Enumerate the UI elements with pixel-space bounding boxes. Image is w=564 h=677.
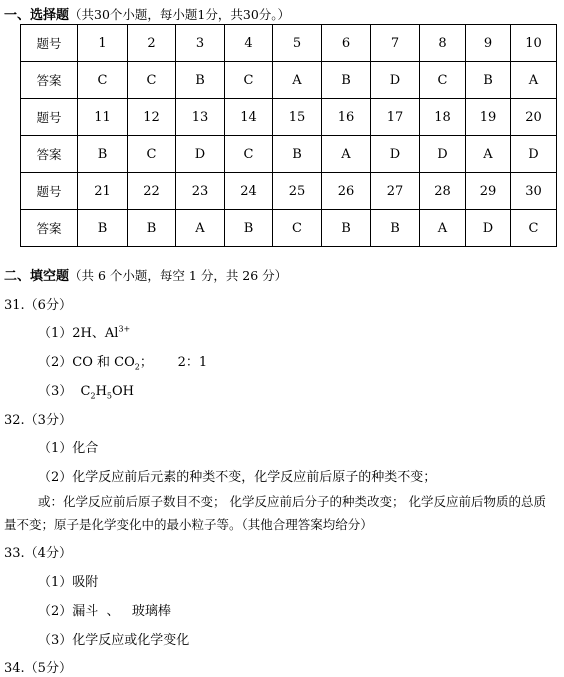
answer-cell: D: [176, 136, 225, 173]
answer-cell: C: [420, 62, 466, 99]
answer-cell: C: [78, 62, 128, 99]
table-row: [21, 210, 557, 247]
question-number-cell: 12: [128, 99, 176, 136]
question-number-cell: 9: [466, 25, 511, 62]
question-number-cell: 28: [420, 173, 466, 210]
q32-heading: 32.（3分）: [4, 413, 72, 428]
q31-answer-2-suffix: ； 2：1: [139, 355, 208, 370]
answer-cell: B: [128, 210, 176, 247]
answer-cell: B: [78, 210, 128, 247]
question-number-cell: 15: [273, 99, 322, 136]
q31-heading: 31.（6分）: [4, 298, 72, 313]
answer-cell: A: [420, 210, 466, 247]
answer-cell: D: [420, 136, 466, 173]
answer-cell: D: [371, 62, 420, 99]
answer-cell: D: [371, 136, 420, 173]
question-number-cell: 19: [466, 99, 511, 136]
table-row: [21, 99, 557, 136]
q31-answer-3-sub1: 2: [90, 391, 96, 401]
q32-answer-2: （2）化学反应前后元素的种类不变，化学反应前后原子的种类不变；: [38, 470, 437, 485]
q31-answer-1-text: （1）2H、Al: [38, 326, 119, 341]
q31-answer-2-text: （2）CO 和 CO: [38, 355, 135, 370]
question-number-cell: 1: [78, 25, 128, 62]
answer-cell: A: [176, 210, 225, 247]
answer-cell: A: [511, 62, 557, 99]
answer-cell: C: [128, 136, 176, 173]
answer-label: 答案: [21, 210, 78, 247]
section2-note: （共 6 个小题，每空 1 分，共 26 分）: [69, 268, 288, 283]
table-row: [21, 173, 557, 210]
answer-cell: B: [225, 210, 273, 247]
answer-label: 答案: [21, 62, 78, 99]
answer-cell: C: [225, 136, 273, 173]
table-row: [21, 25, 557, 62]
q32-alternative: 或：化学反应前后原子数目不变； 化学反应前后分子的种类改变； 化学反应前后物质的总质量不变；原子是化学变化中的最小粒子等。（其他合理答案均给分）: [4, 494, 546, 532]
table-row: [21, 136, 557, 173]
q33-answer-3: （3）化学反应或化学变化: [38, 633, 190, 648]
question-number-cell: 5: [273, 25, 322, 62]
q31-answer-2-sub: 2: [134, 362, 140, 372]
answer-cell: A: [273, 62, 322, 99]
answer-cell: A: [466, 136, 511, 173]
question-number-cell: 22: [128, 173, 176, 210]
question-number-cell: 24: [225, 173, 273, 210]
answer-cell: C: [273, 210, 322, 247]
question-number-cell: 13: [176, 99, 225, 136]
section2-title: 二、填空题: [4, 269, 70, 284]
question-number-cell: 18: [420, 99, 466, 136]
q31-answer-3-mid: H: [95, 384, 107, 399]
question-number-label: 题号: [21, 173, 78, 210]
q31-answer-3-suffix: OH: [112, 384, 135, 399]
question-number-cell: 29: [466, 173, 511, 210]
question-number-cell: 16: [322, 99, 371, 136]
question-number-cell: 2: [128, 25, 176, 62]
section2-heading: [4, 265, 287, 284]
section1-title: 一、选择题: [4, 8, 70, 23]
answer-label: 答案: [21, 136, 78, 173]
question-number-label: 题号: [21, 99, 78, 136]
question-number-cell: 26: [322, 173, 371, 210]
q33-heading: 33.（4分）: [4, 546, 72, 561]
answer-cell: B: [371, 210, 420, 247]
section1-heading: [4, 4, 290, 23]
question-number-cell: 14: [225, 99, 273, 136]
question-number-cell: 10: [511, 25, 557, 62]
answer-cell: D: [511, 136, 557, 173]
q32-answer-1: （1）化合: [38, 441, 99, 456]
answer-cell: C: [128, 62, 176, 99]
q33-answer-2: （2）漏斗 、 玻璃棒: [38, 604, 171, 619]
question-number-cell: 11: [78, 99, 128, 136]
question-number-cell: 21: [78, 173, 128, 210]
question-number-cell: 4: [225, 25, 273, 62]
question-number-cell: 23: [176, 173, 225, 210]
answer-cell: B: [322, 62, 371, 99]
q33-answer-1: （1）吸附: [38, 575, 99, 590]
q31-answer-2: [38, 351, 207, 372]
answer-cell: B: [466, 62, 511, 99]
q31-answer-1: [38, 322, 130, 341]
question-number-cell: 27: [371, 173, 420, 210]
q34-heading: 34.（5分）: [4, 661, 72, 676]
answer-cell: B: [322, 210, 371, 247]
section1-note: （共30个小题，每小题1分，共30分。）: [69, 7, 291, 22]
question-number-label: 题号: [21, 25, 78, 62]
q31-answer-3-sub2: 5: [106, 391, 113, 401]
answer-cell: B: [273, 136, 322, 173]
q31-answer-3-text: （3） C: [38, 384, 91, 399]
q31-answer-3: [38, 380, 134, 401]
answer-cell: C: [511, 210, 557, 247]
question-number-cell: 20: [511, 99, 557, 136]
answer-table: [20, 24, 557, 247]
question-number-cell: 3: [176, 25, 225, 62]
q31-answer-1-sup: 3+: [118, 324, 131, 334]
answer-cell: B: [176, 62, 225, 99]
table-row: [21, 62, 557, 99]
question-number-cell: 25: [273, 173, 322, 210]
question-number-cell: 7: [371, 25, 420, 62]
question-number-cell: 30: [511, 173, 557, 210]
question-number-cell: 17: [371, 99, 420, 136]
answer-cell: C: [225, 62, 273, 99]
answer-cell: B: [78, 136, 128, 173]
answer-cell: A: [322, 136, 371, 173]
answer-cell: D: [466, 210, 511, 247]
question-number-cell: 6: [322, 25, 371, 62]
question-number-cell: 8: [420, 25, 466, 62]
